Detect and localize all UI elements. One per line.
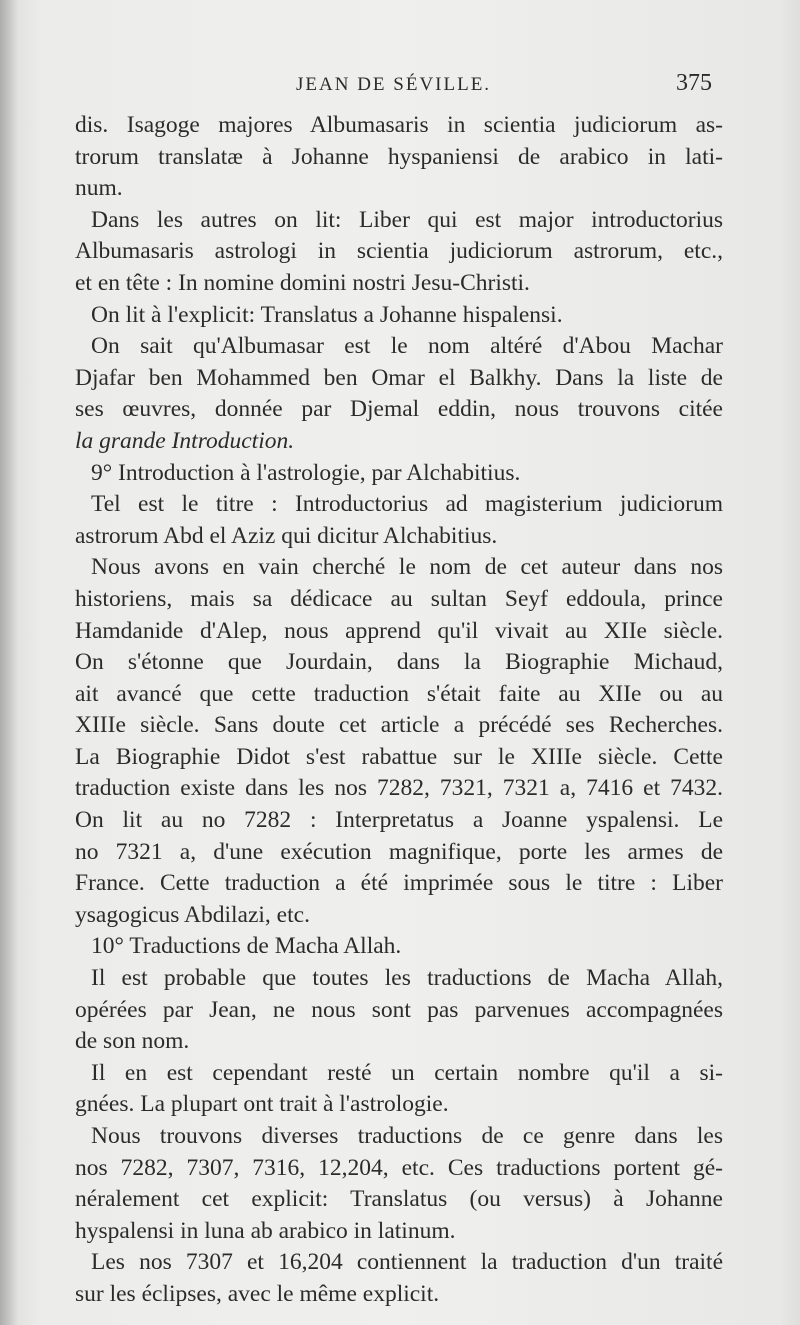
text-line: sur les éclipses, avec le même explicit. [75,1280,440,1307]
text-line: Nous trouvons diverses traductions de ce genre dans les [91,1123,723,1149]
text-line: Dans les autres on lit: Liber qui est major introductorius [91,206,723,233]
text-line: On s'étonne que Jourdain, dans la Biographie Michaud, [75,649,723,676]
text-line: num. [75,175,123,202]
binding-shadow [0,0,18,1325]
text-line: et en tête : In nomine domini nostri Jesu-Christi. [75,269,530,296]
text-line: historiens, mais sa dédicace au sultan Seyf eddoula, prince [75,585,723,612]
text-line: Les nos 7307 et 16,204 contiennent la traduction d'un traité [91,1249,723,1276]
text-line: astrorum Abd el Aziz qui dicitur Alchabitius. [75,522,498,549]
text-line: Hamdanide d'Alep, nous apprend qu'il vivait au XIIe siècle. [75,617,723,644]
text-line: néralement cet explicit: Translatus (ou versus) à Johanne [75,1186,723,1213]
body-text [75,110,723,1311]
text-line: 9° Introduction à l'astrologie, par Alchabitius. [91,459,521,486]
text-line: dis. Isagoge majores Albumasaris in scientia judiciorum as- [75,112,723,138]
text-line: nos 7282, 7307, 7316, 12,204, etc. Ces traductions portent gé- [75,1154,723,1181]
text-line: Djafar ben Mohammed ben Omar el Balkhy. Dans la liste de [75,364,723,391]
text-line: de son nom. [75,1028,190,1055]
text-line: Il en est cependant resté un certain nombre qu'il a si- [91,1059,723,1086]
text-line: La Biographie Didot s'est rabattue sur le XIIIe siècle. Cette [75,743,723,770]
text-line: Albumasaris astrologi in scientia judiciorum astrorum, etc., [75,238,723,265]
text-line: On sait qu'Albumasar est le nom altéré d'Abou Machar [91,333,723,360]
page-number: 375 [676,70,712,96]
text-line: XIIIe siècle. Sans doute cet article a précédé ses Recherches. [75,712,723,739]
text-line: ait avancé que cette traduction s'était faite au XIIe ou au [75,680,723,707]
running-title: JEAN DE SÉVILLE. [296,74,492,95]
text-line: la grande Introduction. [75,427,295,454]
running-head [0,70,800,104]
text-line: trorum translatæ à Johanne hyspaniensi de arabico in lati- [75,143,723,170]
text-line: ysagogicus Abdilazi, etc. [75,901,310,928]
text-line: France. Cette traduction a été imprimée sous le titre : Liber [75,870,723,897]
text-line: Nous avons en vain cherché le nom de cet auteur dans nos [91,554,723,581]
text-line: hyspalensi in luna ab arabico in latinum. [75,1217,456,1244]
text-line: Il est probable que toutes les traductions de Macha Allah, [91,965,723,992]
text-line: 10° Traductions de Macha Allah. [91,933,402,960]
text-line: traduction existe dans les nos 7282, 7321, 7321 a, 7416 et 7432. [75,775,723,802]
text-line: Tel est le titre : Introductorius ad magisterium judiciorum [91,491,723,518]
text-line: gnées. La plupart ont trait à l'astrologie. [75,1091,449,1118]
text-line: ses œuvres, donnée par Djemal eddin, nous trouvons citée [75,396,723,423]
text-line: no 7321 a, d'une exécution magnifique, porte les armes de [75,838,723,865]
text-line: On lit à l'explicit: Translatus a Johanne hispalensi. [91,301,563,328]
text-line: On lit au no 7282 : Interpretatus a Joanne yspalensi. Le [75,807,723,834]
text-line: opérées par Jean, ne nous sont pas parvenues accompagnées [75,996,723,1023]
